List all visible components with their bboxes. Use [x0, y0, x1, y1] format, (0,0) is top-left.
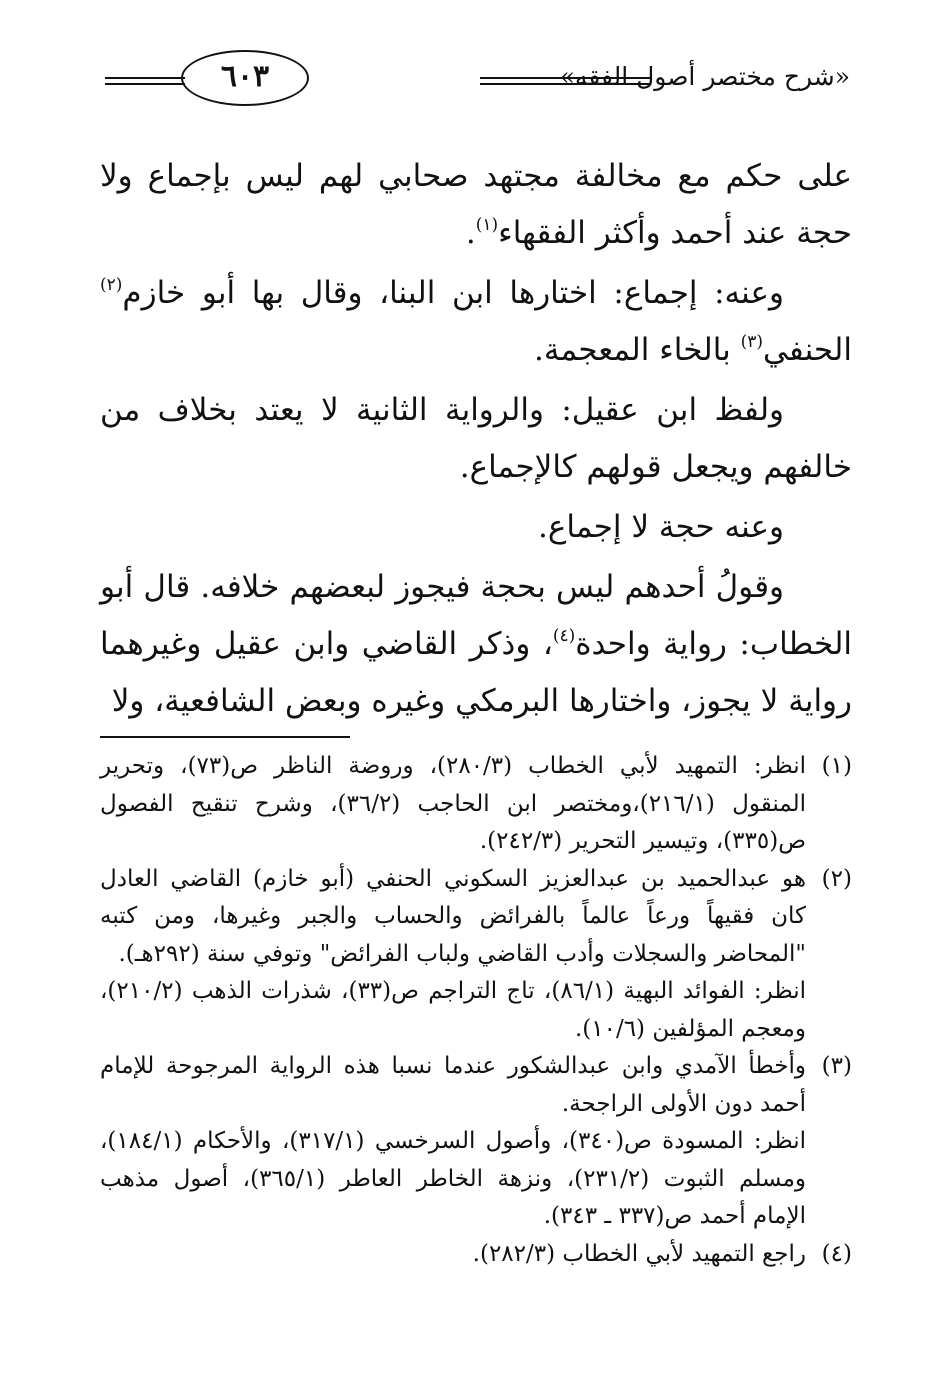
footnote-ref[interactable]: (٤)	[552, 626, 576, 646]
paragraph: على حكم مع مخالفة مجتهد صحابي لهم ليس بإجماع ولا حجة عند أحمد وأكثر الفقهاء$^{(١)}$.	[100, 158, 852, 251]
footnote-number: (٤)	[821, 1240, 852, 1267]
paragraph: وعنه حجة لا إجماع.	[538, 509, 784, 545]
footnote-item	[100, 1236, 852, 1274]
footnote-item	[100, 1048, 852, 1236]
footnote-ref[interactable]: (١)	[475, 215, 499, 235]
footnote-number: (٣)	[821, 1053, 852, 1079]
footnote-item	[100, 861, 852, 1049]
footnote-text: انظر: المسودة ص(٣٤٠)، وأصول السرخسي (٣١٧/١)، والأحكام (١٨٤/١)، ومسلم الثبوت (٢٣١/٢)، ونزهة الخاطر العاطر (٣٦٥/١)، أصول مذهب الإمام أحمد ص(٣٣٧ ـ ٣٤٣).	[100, 1128, 806, 1229]
footnote-separator	[100, 736, 350, 738]
page-number: ٦٠٣	[181, 50, 309, 106]
running-title: «شرح مختصر أصول الفقه»	[559, 62, 850, 91]
footnote-ref[interactable]: (٣)	[740, 332, 764, 352]
page-header	[105, 50, 850, 108]
footnote-text: وأخطأ الآمدي وابن عبدالشكور عندما نسبا هذه الرواية المرجوحة للإمام أحمد دون الأولى الراجحة.	[100, 1053, 806, 1117]
footnote-number: (١)	[821, 753, 852, 779]
footnote-text: انظر: الفوائد البهية (٨٦/١)، تاج التراجم ص(٣٣)، شذرات الذهب (٢١٠/٢)، ومعجم المؤلفين (١٠/٦).	[100, 978, 807, 1042]
header-rule-left	[105, 77, 185, 85]
footnote-text: راجع التمهيد لأبي الخطاب (٢٨٢/٣).	[472, 1240, 806, 1267]
footnotes	[100, 748, 852, 1273]
header-rule-right	[480, 77, 650, 85]
paragraph: ولفظ ابن عقيل: والرواية الثانية لا يعتد بخلاف من خالفهم ويجعل قولهم كالإجماع.	[100, 392, 852, 485]
main-text	[100, 148, 852, 730]
footnote-item	[100, 748, 852, 861]
paragraph: وقولُ أحدهم ليس بحجة فيجوز لبعضهم خلافه. قال أبو الخطاب: رواية واحدة$^{(٤)}$، وذكر القاضي وابن عقيل وغيرهما رواية لا يجوز، واختارها البرمكي وغيره وبعض الشافعية، ولا	[100, 569, 853, 719]
footnote-number: (٢)	[821, 865, 852, 892]
footnote-text: انظر: التمهيد لأبي الخطاب (٢٨٠/٣)، وروضة الناظر ص(٧٣)، وتحرير المنقول (٢١٦/١)،ومختصر ابن الحاجب (٣٦/٢)، وشرح تنقيح الفصول ص(٣٣٥)، وتيسير التحرير (٢٤٢/٣).	[100, 753, 806, 854]
paragraph: وعنه: إجماع: اختارها ابن البنا، وقال بها أبو خازم$^{(٢)}$ الحنفي$^{(٣)}$ بالخاء المعجمة.	[100, 275, 852, 368]
footnote-text: هو عبدالحميد بن عبدالعزيز السكوني الحنفي (أبو خازم) القاضي العادل كان فقيهاً ورعاً عالماً بالفرائض والحساب والجبر وغيرها، ومن كتبه "المحاضر والسجلات وأدب القاضي ولباب الفرائض" وتوفي سنة (٢٩٢هـ).	[100, 865, 806, 967]
footnote-ref[interactable]: (٢)	[100, 275, 123, 295]
